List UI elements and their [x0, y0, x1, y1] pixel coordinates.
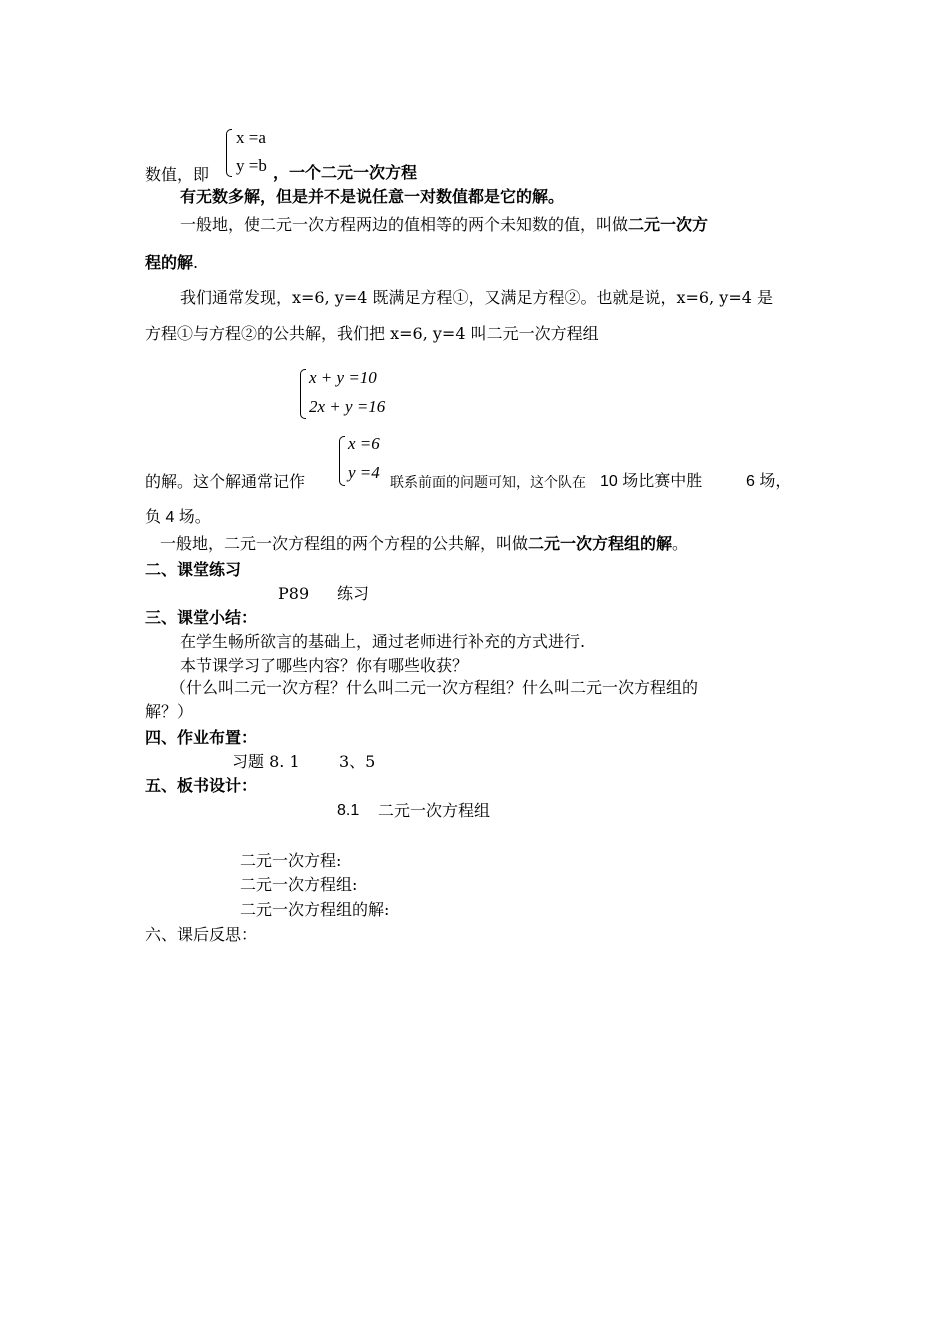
sec2-ref: P89 [278, 584, 310, 603]
para4-prefix: 的解。这个解通常记作 [145, 472, 306, 491]
para1-suffix: ，一个二元一次方程 [273, 165, 418, 182]
para2-line2-end: . [193, 253, 199, 272]
para2-line1 [180, 215, 708, 235]
para2-line2-bold: 程的解 [145, 253, 194, 272]
para2-line2 [145, 253, 198, 273]
para4-mid1: 10 场比赛中胜 [600, 473, 703, 490]
para4-small: 联系前面的问题可知，这个队在 [390, 475, 586, 491]
board-item-2: 二元一次方程组: [240, 875, 358, 894]
board-item-1: 二元一次方程: [240, 851, 342, 870]
system-sol-brace [339, 436, 345, 486]
sec3-l1: 在学生畅所欲言的基础上，通过老师进行补充的方式进行. [180, 632, 586, 651]
para4-mid2: 6 场， [746, 473, 792, 490]
para5-end: 。 [672, 534, 689, 553]
para2-line1-normal: 一般地，使二元一次方程两边的值相等的两个未知数的值，叫做 [180, 215, 629, 234]
para1-prefix: 数值，即 [145, 165, 210, 184]
sec2-ref-label: 练习 [337, 584, 370, 603]
sec6-title: 六、课后反思： [145, 925, 258, 944]
para5-bold: 二元一次方程组的解 [528, 534, 673, 553]
board-title: 二元一次方程组 [378, 801, 491, 820]
para3-line2: 方程①与方程②的公共解，我们把 x=6, y=4 叫二元一次方程组 [145, 324, 599, 343]
sec2-title: 二、课堂练习 [145, 560, 242, 579]
board-num: 8.1 [337, 802, 360, 819]
para3-line1: 我们通常发现，x=6, y=4 既满足方程①，又满足方程②。也就是说，x=6, y=4 是 [180, 288, 773, 307]
sec3-l3: （什么叫二元一次方程？什么叫二元一次方程组？什么叫二元一次方程组的 [170, 678, 699, 697]
sec4-title: 四、作业布置： [145, 728, 258, 747]
system-ab-eq2: y =b [236, 156, 267, 175]
para1-line2: 有无数多解，但是并不是说任意一对数值都是它的解。 [180, 187, 565, 206]
sec3-l4: 解？） [145, 702, 194, 721]
system-sol-eq1: x =6 [348, 434, 380, 453]
sec4-hw-nums: 3、5 [339, 752, 376, 771]
para5 [160, 534, 688, 554]
sec3-title: 三、课堂小结： [145, 608, 258, 627]
para4-line2: 负 4 场。 [145, 509, 211, 526]
system-sol-eq2: y =4 [348, 463, 380, 482]
system-ab-brace [226, 129, 232, 177]
system-main-eq2: 2x + y =16 [309, 397, 386, 416]
board-item-3: 二元一次方程组的解: [240, 900, 390, 919]
system-main-eq1: x + y =10 [309, 368, 377, 387]
sec3-l2: 本节课学习了哪些内容？你有哪些收获？ [180, 656, 469, 675]
para2-line1-bold: 二元一次方 [628, 215, 709, 234]
system-main-brace [300, 369, 306, 419]
sec5-title: 五、板书设计： [145, 776, 258, 795]
system-ab-eq1: x =a [236, 128, 266, 147]
sec4-hw: 习题 8. 1 [232, 752, 300, 771]
para5-normal: 一般地，二元一次方程组的两个方程的公共解，叫做 [160, 534, 529, 553]
